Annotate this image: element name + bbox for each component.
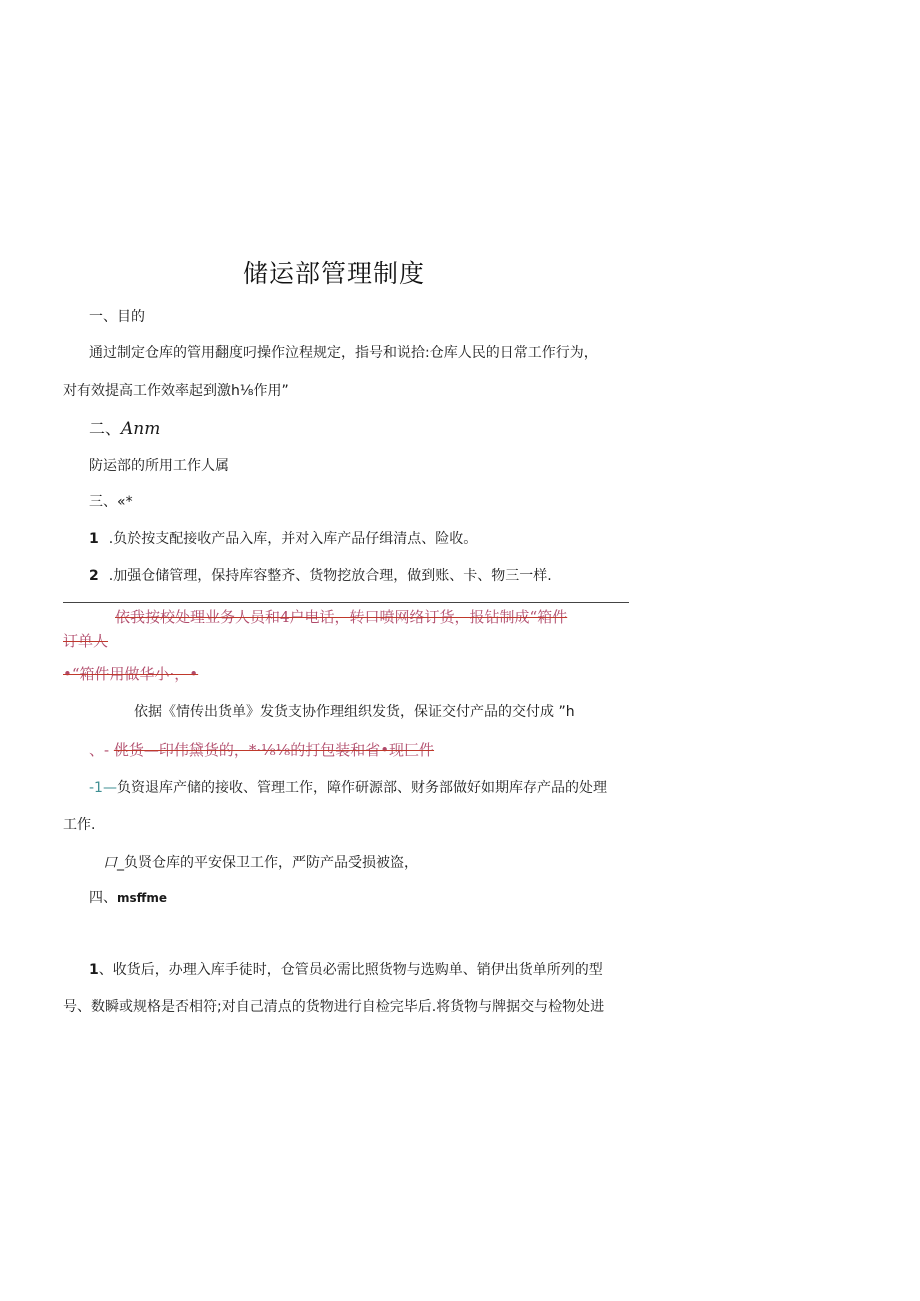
section-3-item-5-line-1 <box>89 778 607 798</box>
section-4-heading-prefix: 四、 <box>89 890 117 906</box>
item-prefix-symbol: 口 <box>103 855 117 871</box>
section-3-item-2 <box>89 566 552 586</box>
item-text: _负贤仓库的平安保卫工作，严防产品受损被盗， <box>117 855 418 871</box>
item-number: 2 <box>89 568 99 584</box>
revision-bullet-line <box>63 664 198 684</box>
section-3-item-6 <box>103 853 418 873</box>
section-2-heading <box>89 419 160 440</box>
section-1-paragraph-line-1: 通过制定仓库的管用翻度叼操作泣程规定，指号和说拾:仓库人民的日常工作行为， <box>89 345 598 361</box>
section-3-item-5-line-2: 工作. <box>63 817 96 833</box>
section-3-item-1 <box>89 529 477 549</box>
struck-revision-line-2: 订单人 <box>63 632 109 650</box>
item-number: 1 <box>89 962 99 978</box>
revision-divider <box>63 602 629 603</box>
section-3-item-3: 依据《情传出货单》发货支协作理组织发货，保证交付产品的交付成 ”h <box>134 704 575 720</box>
section-2-heading-prefix: 二、 <box>89 419 122 438</box>
item-prefix: -1— <box>89 780 117 796</box>
document-title: 储运部管理制度 <box>243 259 426 288</box>
struck-revision-line-1: 依我按校处理业务人员和4户电话，转口喷网络订货，报钻制成“箱件 <box>115 608 568 626</box>
section-1-heading: 一、目的 <box>89 309 145 325</box>
struck-prefix: 、- <box>89 741 114 759</box>
section-4-item-1-line-2: 号、数瞬或规格是否相符;对自己清点的货物进行自检完毕后.将货物与牌据交与检物处进 <box>63 999 605 1015</box>
struck-revision-line-3 <box>89 740 434 760</box>
struck-text: 佻货—印伟黛货的，*·⅛⅛的打包装和省•现匚件 <box>113 741 435 759</box>
item-number: 1 <box>89 531 99 547</box>
section-2-paragraph: 防运部的所用工作人属 <box>89 458 229 474</box>
item-text: 负资退库产储的接收、管理工作，障作研源部、财务部做好如期库存产品的处理 <box>116 780 607 796</box>
item-text: 、收货后，办理入库手徒时，仓管员必需比照货物与选购单、销伊出货单所列的型 <box>98 962 603 978</box>
section-4-heading <box>89 888 167 908</box>
section-3-heading: 三、«* <box>89 494 133 510</box>
section-4-item-1-line-1 <box>89 960 603 980</box>
section-4-heading-text: msffme <box>117 891 168 905</box>
revision-bullet-text: •“箱件用做华小·，• <box>63 665 199 683</box>
section-1-paragraph-line-2: 对有效提高工作效率起到激h⅛作用” <box>63 383 289 399</box>
item-text: .加强仓储管理，保持库容整齐、货物挖放合理，做到账、卡、物三一样. <box>108 568 552 584</box>
section-2-heading-text: Anm <box>121 419 161 439</box>
item-text: .负於按支配接收产品入库，并对入库产品仔缉清点、险收。 <box>108 531 478 547</box>
